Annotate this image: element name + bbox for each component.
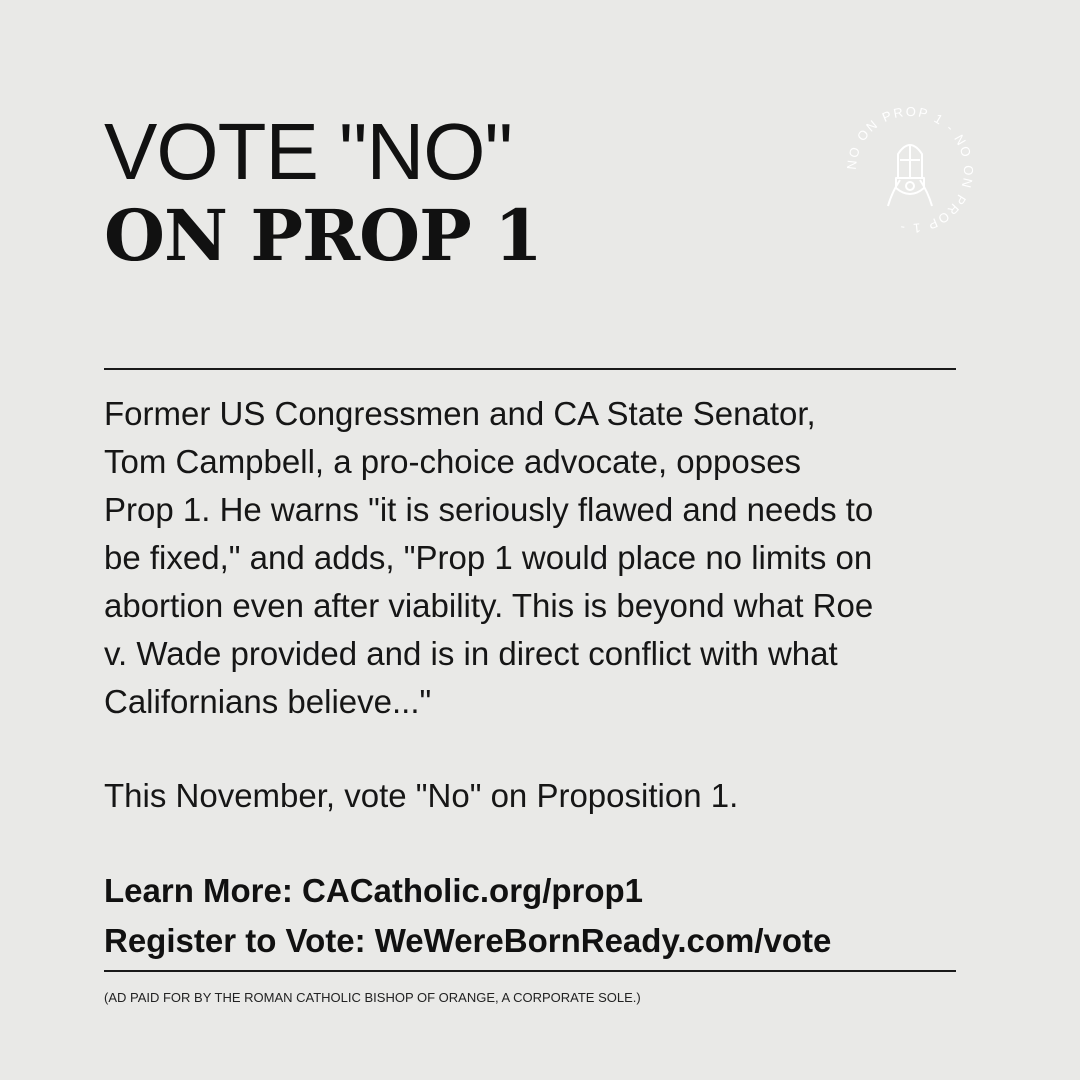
seal-ring-text: NO ON PROP 1 - NO ON PROP 1 - bbox=[843, 103, 977, 237]
seal-badge bbox=[840, 100, 980, 240]
links-block bbox=[104, 866, 831, 966]
body-line: Former US Congressmen and CA State Senator, bbox=[104, 395, 816, 432]
learn-more-link: Learn More: CACatholic.org/prop1 bbox=[104, 872, 644, 909]
bishop-mitre-crest-icon bbox=[888, 145, 932, 206]
divider-bottom bbox=[104, 970, 956, 972]
body-line: Tom Campbell, a pro-choice advocate, opposes bbox=[104, 443, 802, 480]
body-line: abortion even after viability. This is beyond what Roe bbox=[104, 587, 874, 624]
divider-top bbox=[104, 368, 956, 370]
ad-disclaimer: (AD PAID FOR BY THE ROMAN CATHOLIC BISHOP OF ORANGE, A CORPORATE SOLE.) bbox=[104, 990, 641, 1005]
body-line: Prop 1. He warns "it is seriously flawed and needs to bbox=[104, 491, 874, 528]
body-line: Californians believe..." bbox=[104, 683, 432, 720]
call-to-action: This November, vote "No" on Proposition 1. bbox=[104, 777, 739, 814]
headline-on-prop-1: ON PROP 1 bbox=[104, 194, 542, 277]
headline-vote-no: VOTE "NO" bbox=[104, 107, 512, 196]
register-link: Register to Vote: WeWereBornReady.com/vote bbox=[104, 922, 832, 959]
body-line: v. Wade provided and is in direct conflict with what bbox=[104, 635, 838, 672]
body-line: be fixed," and adds, "Prop 1 would place no limits on bbox=[104, 539, 873, 576]
body-quote bbox=[104, 390, 964, 726]
